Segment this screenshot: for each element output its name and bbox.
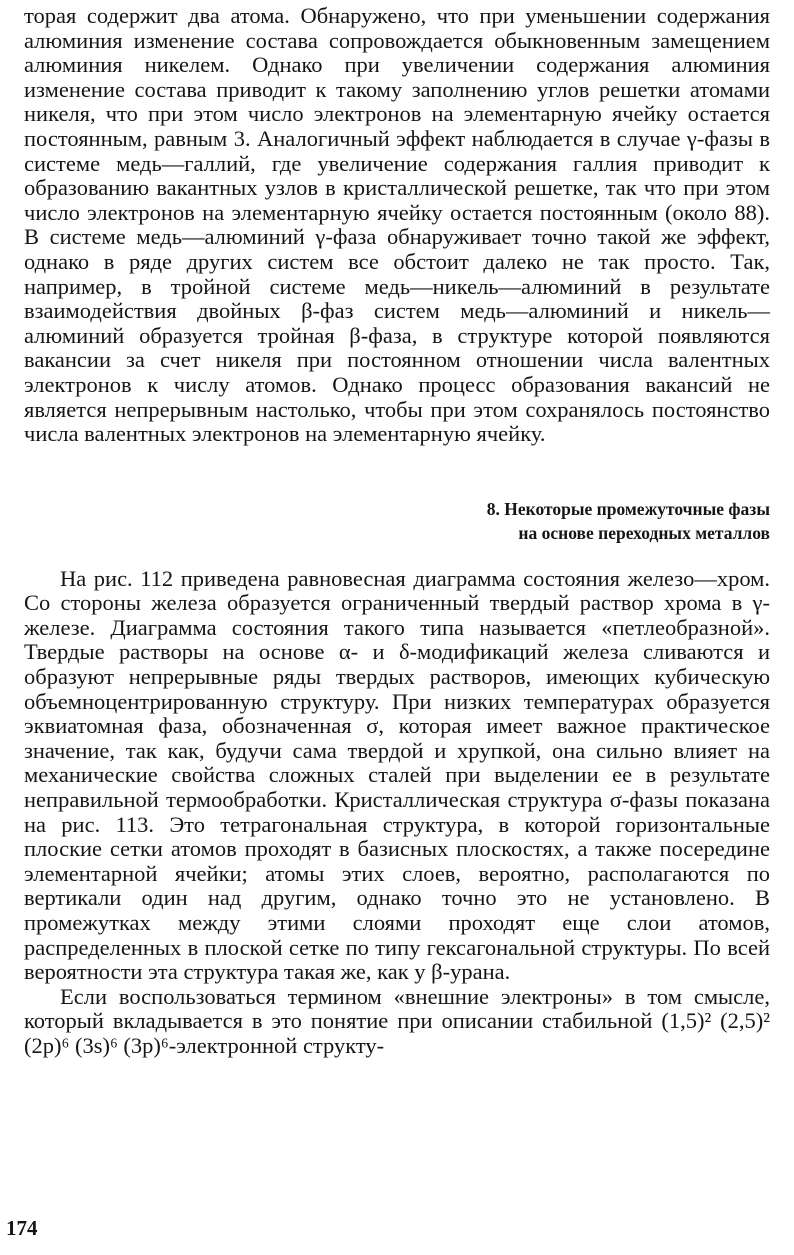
paragraph-iron-chromium: На рис. 112 приведена равновесная диаграмма состояния железо—хром. Со стороны железа образуется ограниченный твердый раствор хрома в γ-железе. Диаграмма состояния такого типа называется «петлеобразной». Твердые растворы на основе α- и δ-модификаций железа сливаются и образуют непрерывные ряды твердых растворов, имеющих кубическую объемноцентрированную структуру. При низких температурах образуется эквиатомная фаза, обозначенная σ, которая имеет важное практическое значение, так как, будучи сама твердой и хрупкой, она сильно влияет на механические свойства сложных сталей при выделении ее в результате неправильной термообработки. Кристаллическая структура σ-фазы показана на рис. 113. Это тетрагональная структура, в которой горизонтальные плоские сетки атомов проходят в базисных плоскостях, а также посередине элементарной ячейки; атомы этих слоев, вероятно, располагаются по вертикали один над другим, однако точно это не установлено. В промежутках между этими слоями проходят еще слои атомов, распределенных в плоской сетке по типу гексагональной структуры. По всей вероятности эта структура такая же, как у β-урана.	[24, 565, 770, 985]
paragraph-continued: торая содержит два атома. Обнаружено, что при уменьшении содержания алюминия изменение состава сопровождается обыкновенным замещением алюминия никелем. Однако при увеличении содержания алюминия изменение состава приводит к такому заполнению углов решетки атомами никеля, что при этом число электронов на элементарную ячейку остается постоянным, равным 3. Аналогичный эффект наблюдается в случае γ-фазы в системе медь—галлий, где увеличение содержания галлия приводит к образованию вакантных узлов в кристаллической решетке, так что при этом число электронов на элементарную ячейку остается постоянным (около 88). В системе медь—алюминий γ-фаза обнаруживает точно такой же эффект, однако в ряде других систем все обстоит далеко не так просто. Так, например, в тройной системе медь—никель—алюминий в результате взаимодействия двойных β-фаз систем медь—алюминий и никель—алюминий образуется тройная β-фаза, в структуре которой появляются вакансии за счет никеля при постоянном отношении числа валентных электронов к числу атомов. Однако процесс образования вакансий не является непрерывным настолько, чтобы при этом сохранялось постоянство числа валентных электронов на элементарную ячейку.	[24, 3, 770, 447]
document-page	[24, 4, 770, 1059]
section-heading-line-2: на основе переходных металлов	[518, 522, 770, 543]
page-number: 174	[6, 1216, 38, 1240]
section-heading-line-1: 8. Некоторые промежуточные фазы	[486, 498, 770, 519]
paragraph-outer-electrons: Если воспользоваться термином «внешние электроны» в том смысле, который вкладывается в это понятие при описании стабильной (1,5)² (2,5)² (2p)⁶ (3s)⁶ (3p)⁶-электронной структу-	[24, 983, 770, 1058]
section-heading	[24, 497, 770, 545]
